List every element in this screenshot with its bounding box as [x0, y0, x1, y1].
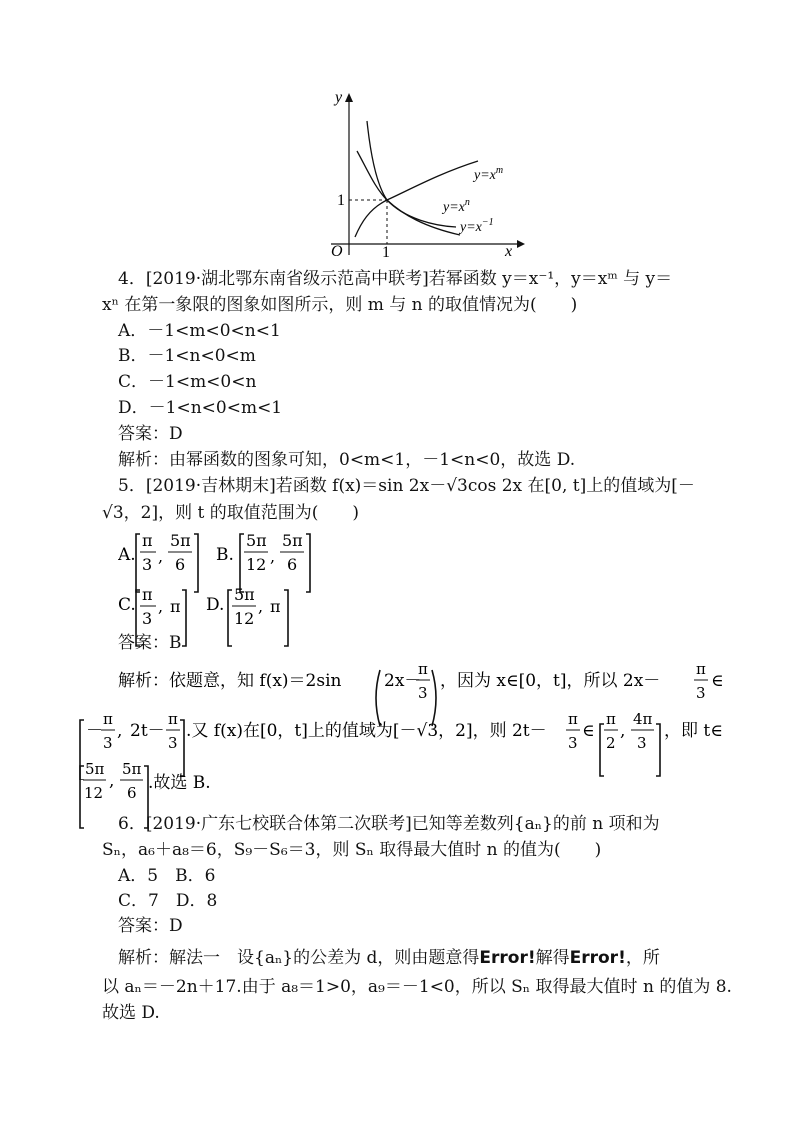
- q5-an1-a: 解析：依题意，知 f(x)＝2sin: [118, 671, 342, 691]
- q5-an1-d: ∈: [711, 671, 724, 691]
- q5-an2-comma2: ,: [620, 721, 626, 741]
- label-x-neg1: $y=x^{-1}$: [460, 217, 494, 235]
- q5-d-num: 5π: [234, 585, 255, 604]
- q4-option-b: B．－1<n<0<m: [118, 346, 256, 366]
- q5-b-num2: 5π: [282, 531, 303, 550]
- power-function-graph: [325, 85, 525, 260]
- q5-an1-num2: π: [696, 660, 706, 678]
- q4-option-a: A．－1<m<0<n<1: [118, 321, 281, 341]
- q5-an2-e: ，即 t∈: [664, 721, 723, 741]
- q5-an2-c: .又 f(x)在[0，t]上的值域为[－√3，2]，则 2t－: [186, 721, 547, 741]
- q5-a-comma: ,: [158, 547, 164, 566]
- q5-a-num2: 5π: [170, 531, 191, 550]
- q5-an3-comma: ,: [109, 771, 115, 791]
- q4-analysis: 解析：由幂函数的图象可知，0<m<1，－1<n<0，故选 D.: [118, 450, 576, 470]
- q5-an2-den3: 3: [568, 734, 578, 752]
- q5-d-comma: ,: [258, 597, 264, 616]
- q4-option-d: D．－1<n<0<m<1: [118, 398, 283, 418]
- x-axis-label: x: [505, 243, 513, 260]
- q5-an2-b: 2t－: [130, 721, 165, 741]
- q5-an2-num5: 4π: [633, 710, 653, 728]
- tick-y-one: 1: [337, 192, 345, 209]
- q5-option-b-label: B.: [216, 545, 234, 565]
- q5-an1-den2: 3: [696, 684, 706, 702]
- q5-b-den1: 12: [246, 555, 267, 574]
- q6-error-2: Error!: [569, 948, 626, 968]
- q5-an3-den1: 12: [84, 784, 104, 802]
- q5-an2-den5: 3: [637, 734, 647, 752]
- q6-an1-c: ，所: [625, 948, 660, 968]
- q5-an2-d: ∈: [582, 721, 595, 741]
- q4-answer: 答案：D: [118, 424, 183, 444]
- q5-an2-num4: π: [606, 710, 616, 728]
- y-axis-label: y: [335, 89, 343, 106]
- q5-an1-b: 2x－: [384, 671, 422, 691]
- q5-b-comma: ,: [270, 547, 276, 566]
- q5-a-den2: 6: [175, 555, 186, 574]
- tick-x-one: 1: [382, 244, 390, 260]
- q5-an2-num3: π: [568, 710, 578, 728]
- q5-an2-num1: π: [103, 710, 113, 728]
- q4-stem-line1: 4．[2019·湖北鄂东南省级示范高中联考]若幂函数 y＝x⁻¹，y＝xᵐ 与 y＝: [118, 269, 673, 289]
- q4-option-c: C．－1<m<0<n: [118, 372, 257, 392]
- q5-b-den2: 6: [287, 555, 298, 574]
- q5-an2-den1: 3: [103, 734, 113, 752]
- q6-stem-line1: 6．[2019·广东七校联合体第二次联考]已知等差数列{aₙ}的前 n 项和为: [118, 814, 660, 834]
- q5-option-a-label: A.: [118, 545, 136, 565]
- q4-stem-line2: xⁿ 在第一象限的图象如图所示，则 m 与 n 的取值情况为( ): [102, 295, 578, 315]
- curve-x-n: [357, 151, 460, 235]
- q6-an1-a: 解析：解法一 设{aₙ}的公差为 d，则由题意得: [118, 948, 480, 968]
- q5-answer: 答案：B: [118, 633, 182, 653]
- q5-option-d-label: D.: [206, 595, 225, 615]
- q5-an1-den: 3: [418, 684, 428, 702]
- q5-c-comma: ,: [158, 597, 164, 616]
- q6-analysis-line2: 以 aₙ＝－2n＋17.由于 a₈＝1>0，a₉＝－1<0，所以 Sₙ 取得最大值时 n 的值为 8.: [102, 977, 732, 997]
- q5-an2-den2: 3: [168, 734, 178, 752]
- q5-c-pi: π: [170, 597, 181, 616]
- q5-stem-line2: √3，2]，则 t 的取值范围为( ): [102, 503, 359, 523]
- q5-an3-num2: 5π: [122, 760, 142, 778]
- q5-an3-num1: 5π: [85, 760, 105, 778]
- q5-an2-den4: 2: [606, 734, 616, 752]
- x-axis-arrow: [517, 240, 525, 248]
- q5-d-pi: π: [270, 597, 281, 616]
- q5-option-c-label: C.: [118, 595, 136, 615]
- q5-b-num1: 5π: [246, 531, 267, 550]
- q5-an3-den2: 6: [127, 784, 137, 802]
- q6-answer: 答案：D: [118, 916, 183, 936]
- q5-an1-num: π: [418, 660, 428, 678]
- q6-error-1: Error!: [479, 948, 536, 968]
- q5-an2-a: －: [86, 721, 103, 741]
- origin-label: O: [331, 243, 343, 260]
- q5-d-den: 12: [234, 609, 255, 628]
- q6-an1-b: 解得: [535, 948, 570, 968]
- q5-an1-c: ，因为 x∈[0，t]，所以 2x－: [440, 671, 661, 691]
- q5-an2-comma: ,: [117, 721, 123, 741]
- q6-options-ab: A．5 B．6: [118, 866, 216, 886]
- label-x-n: $y=x^n$: [443, 197, 470, 215]
- q5-stem-line1: 5．[2019·吉林期末]若函数 f(x)＝sin 2x－√3cos 2x 在[0, t]上的值域为[－: [118, 476, 695, 496]
- q5-a-num1: π: [142, 531, 153, 550]
- y-axis-arrow: [345, 93, 353, 102]
- q6-options-cd: C．7 D．8: [118, 891, 218, 911]
- q6-analysis-line1: [118, 946, 660, 970]
- q5-an3-text: .故选 B.: [148, 773, 211, 793]
- label-x-m: $y=x^m$: [474, 165, 504, 183]
- q5-c-num: π: [142, 585, 153, 604]
- q5-a-den1: 3: [142, 555, 153, 574]
- q6-analysis-line3: 故选 D.: [102, 1003, 160, 1023]
- q6-stem-line2: Sₙ，a₆＋a₈＝6，S₉－S₆＝3，则 Sₙ 取得最大值时 n 的值为( ): [102, 840, 602, 860]
- q5-c-den: 3: [142, 609, 153, 628]
- q5-an2-num2: π: [168, 710, 178, 728]
